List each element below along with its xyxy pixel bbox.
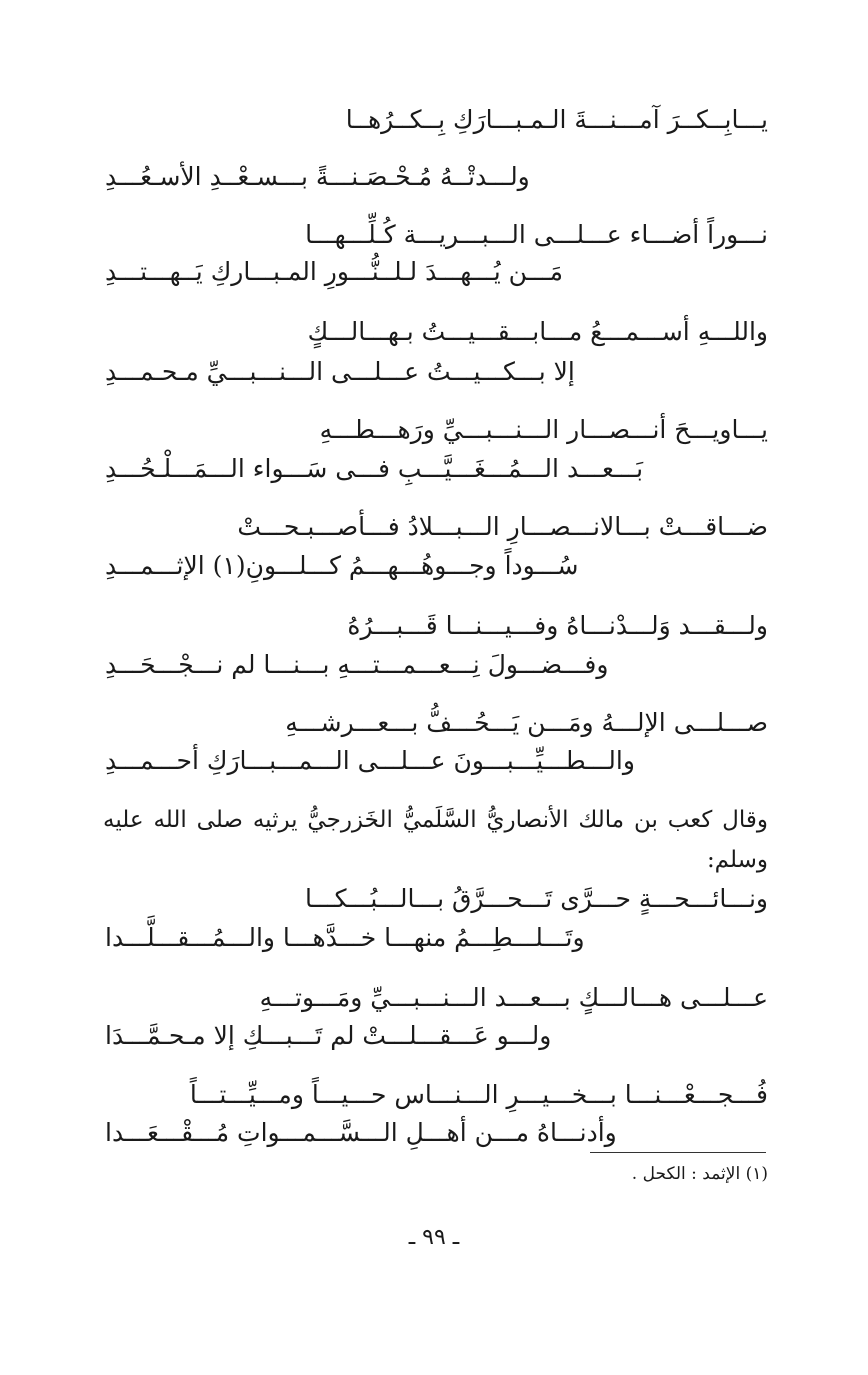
verse-11-first-hemistich: فُـــجـــعْـــنـــا بـــخـــيـــرِ الـــنـــاس حـــيـــاً ومـــيِّـــتـــاً (189, 1080, 768, 1109)
footnote: (١) الإثمد : الكحل . (631, 1164, 768, 1184)
verse-5-second-hemistich: بَـــعـــد الـــمُـــغَـــيَّـــبِ فـــى سَـــواء الـــمَـــلْـحُـــدِ (105, 454, 644, 483)
verse-8-first-hemistich: صـــلـــى الإلـــهُ ومَـــن يَـــحُـــفُّ بـــعـــرشـــهِ (285, 708, 768, 737)
verse-9-second-hemistich: وتَـــلـــطِـــمُ منهـــا خـــدَّهـــا والـــمُـــقـــلَّـــدا (105, 923, 585, 952)
intro-paragraph: وقال كعب بن مالك الأنصاريُّ السَّلَميُّ الخَزرجيُّ يرثيه صلى الله عليه وسلم: (103, 807, 768, 873)
verse-5-first-hemistich: يـــاويـــحَ أنـــصـــار الـــنـــبـــيِّ ورَهـــطـــهِ (319, 415, 768, 444)
verse-7-first-hemistich: ولـــقـــد وَلـــدْنـــاهُ وفـــيـــنـــا قَـــبـــرُهُ (347, 611, 768, 640)
verse-4-first-hemistich: واللـــهِ أســـمـــعُ مـــابـــقـــيـــتُ بـهـــالـــكٍ (307, 317, 768, 346)
verse-2-second-hemistich: ولـــدتْــهُ مُـحْـصَـنـــةً بـــسـعْــدِ الأسـعُـــدِ (105, 162, 530, 191)
verse-3-first-hemistich: نـــوراً أضـــاء عـــلـــى الـــبـــريـــة كُـلِّـــهـــا (305, 220, 768, 249)
verse-1-first-hemistich: يـــابِــكــرَ آمـــنـــةَ الـمـبـــارَكِ بِــكــرُهــا (345, 105, 768, 134)
verse-4-second-hemistich: إلا بـــكـــيـــتُ عـــلـــى الـــنـــبـــيِّ مـحـمـــدِ (105, 357, 575, 386)
verse-6-second-hemistich: سُـــوداً وجـــوهُـــهـــمُ كـــلـــونِ(١) الإثـــمـــدِ (105, 551, 579, 580)
verse-10-second-hemistich: ولـــو عَـــقـــلـــتْ لم تَـــبـــكِ إلا مـحـمَّـــدَا (105, 1021, 552, 1050)
page-number: ـ ٩٩ ـ (408, 1225, 460, 1250)
verse-10-first-hemistich: عـــلـــى هـــالـــكٍ بـــعـــد الـــنـــبـــيِّ ومَـــوتـــهِ (259, 983, 768, 1012)
verse-11-second-hemistich: وأدنـــاهُ مـــن أهـــلِ الـــسَّـــمـــواتِ مُـــقْـــعَـــدا (105, 1118, 617, 1147)
verse-7-second-hemistich: وفـــضـــولَ نِـــعـــمـــتـــهِ بـــنـــا لم نـــجْـــحَـــدِ (105, 650, 609, 679)
verse-9-first-hemistich: ونـــائـــحـــةٍ حـــرَّى تَـــحـــرَّقُ بـــالـــبُـــكـــا (305, 884, 768, 913)
footnote-divider (590, 1152, 766, 1153)
verse-6-first-hemistich: ضـــاقـــتْ بـــالانـــصـــارِ الـــبـــلادُ فـــأصـــبـحـــتْ (237, 512, 768, 541)
verse-8-second-hemistich: والـــطـــيِّـــبـــونَ عـــلـــى الـــمـــبـــارَكِ أحـــمـــدِ (105, 746, 635, 775)
verse-3-second-hemistich: مَـــن يُـــهـــدَ لـلــنُّـــورِ المـبـــاركِ يَــهـــتـــدِ (105, 257, 563, 286)
